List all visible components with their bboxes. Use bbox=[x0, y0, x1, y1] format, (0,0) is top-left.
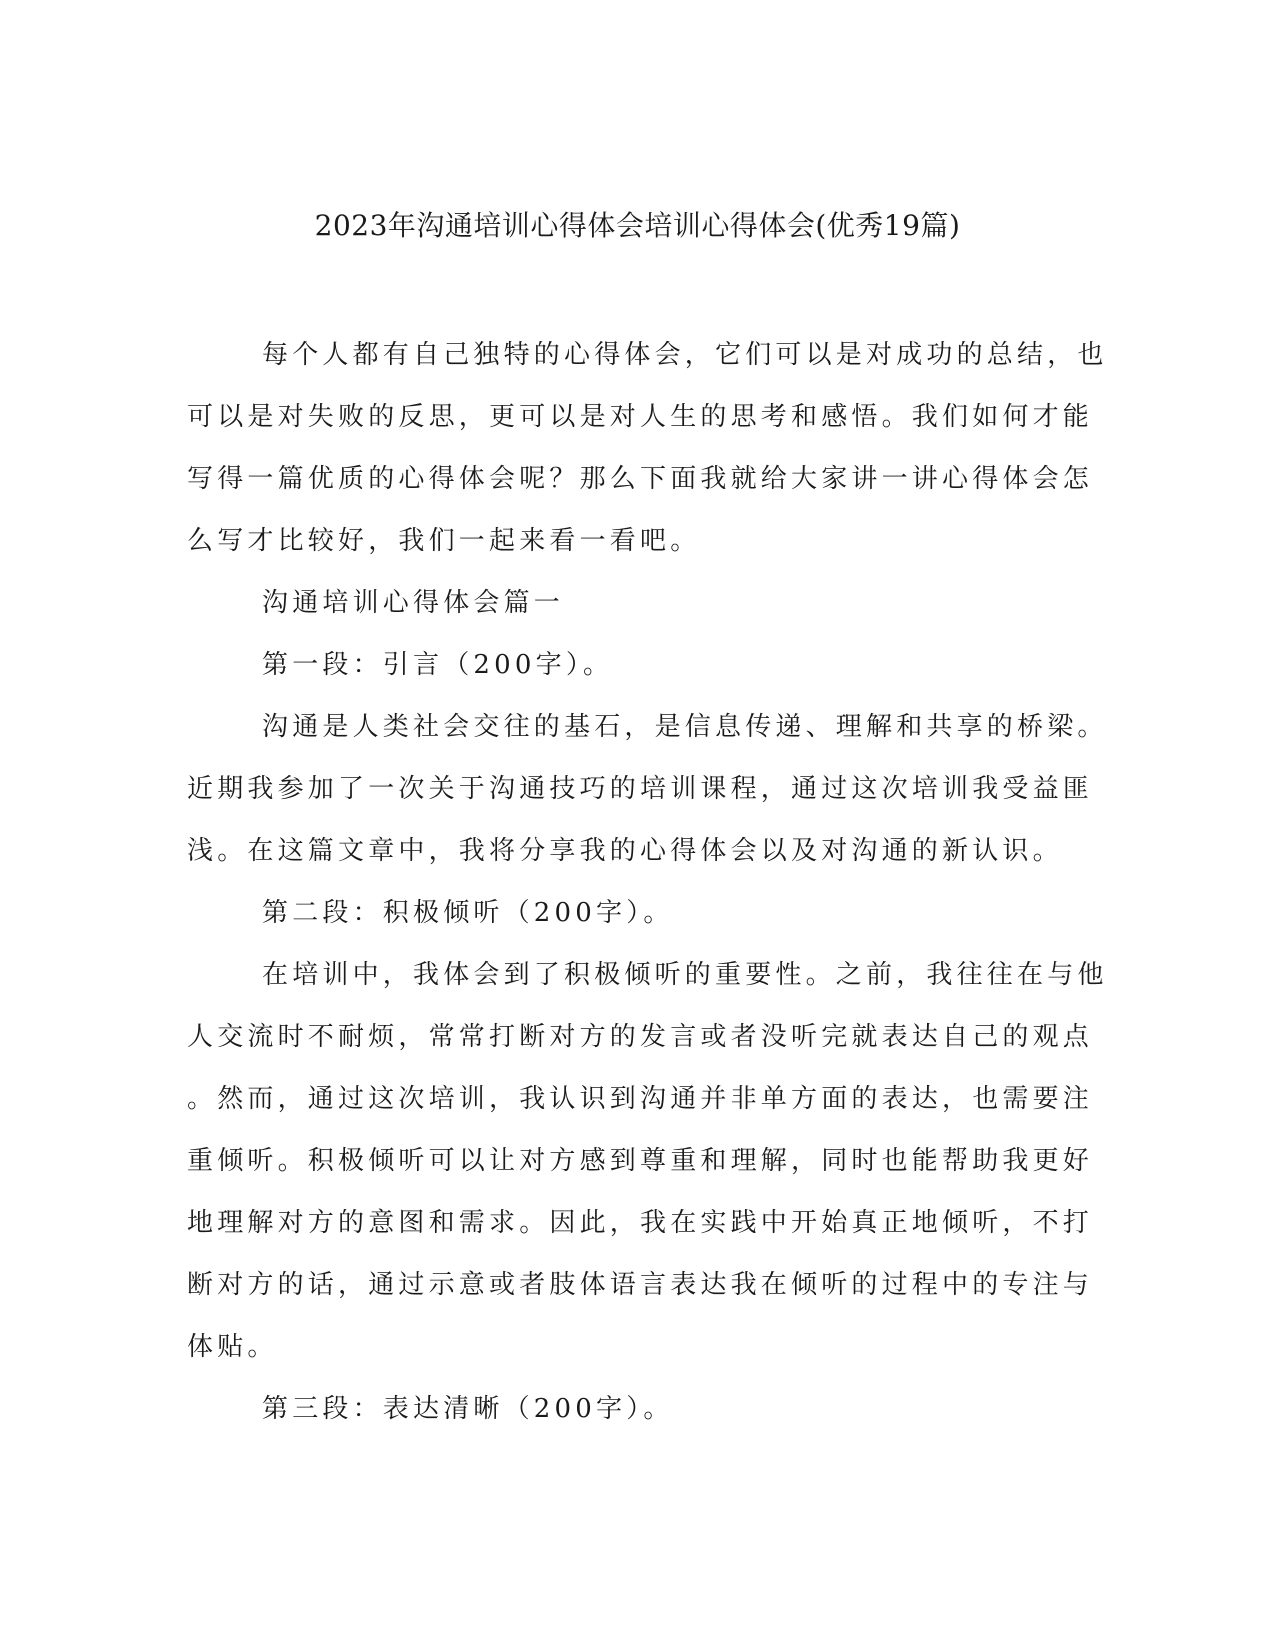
document-title: 2023年沟通培训心得体会培训心得体会(优秀19篇) bbox=[314, 209, 961, 242]
text-line: 断对方的话，通过示意或者肢体语言表达我在倾听的过程中的专注与 bbox=[187, 1270, 1094, 1300]
text-line: 在培训中，我体会到了积极倾听的重要性。之前，我往往在与他 bbox=[262, 960, 1108, 990]
text-line: 地理解对方的意图和需求。因此，我在实践中开始真正地倾听，不打 bbox=[187, 1208, 1094, 1238]
text-line: 写得一篇优质的心得体会呢？那么下面我就给大家讲一讲心得体会怎 bbox=[187, 464, 1094, 494]
text-line: 。然而，通过这次培训，我认识到沟通并非单方面的表达，也需要注 bbox=[187, 1084, 1094, 1114]
text-line: 么写才比较好，我们一起来看一看吧。 bbox=[187, 526, 701, 556]
text-line: 重倾听。积极倾听可以让对方感到尊重和理解，同时也能帮助我更好 bbox=[187, 1146, 1094, 1176]
part3-heading: 第三段：表达清晰（200字）。 bbox=[262, 1394, 674, 1424]
part1-paragraph bbox=[187, 696, 1108, 882]
part2-heading: 第二段：积极倾听（200字）。 bbox=[262, 898, 674, 928]
part2-paragraph bbox=[187, 944, 1108, 1378]
text-line: 体贴。 bbox=[187, 1332, 278, 1362]
section-heading: 沟通培训心得体会篇一 bbox=[262, 588, 565, 618]
text-line: 浅。在这篇文章中，我将分享我的心得体会以及对沟通的新认识。 bbox=[187, 836, 1063, 866]
text-line: 每个人都有自己独特的心得体会，它们可以是对成功的总结，也 bbox=[262, 340, 1108, 370]
document-body bbox=[187, 324, 1108, 1440]
text-line: 可以是对失败的反思，更可以是对人生的思考和感悟。我们如何才能 bbox=[187, 402, 1094, 432]
text-line: 沟通是人类社会交往的基石，是信息传递、理解和共享的桥梁。 bbox=[262, 712, 1108, 742]
text-line: 人交流时不耐烦，常常打断对方的发言或者没听完就表达自己的观点 bbox=[187, 1022, 1094, 1052]
text-line: 近期我参加了一次关于沟通技巧的培训课程，通过这次培训我受益匪 bbox=[187, 774, 1094, 804]
intro-paragraph bbox=[187, 324, 1108, 572]
part1-heading: 第一段：引言（200字）。 bbox=[262, 650, 614, 680]
